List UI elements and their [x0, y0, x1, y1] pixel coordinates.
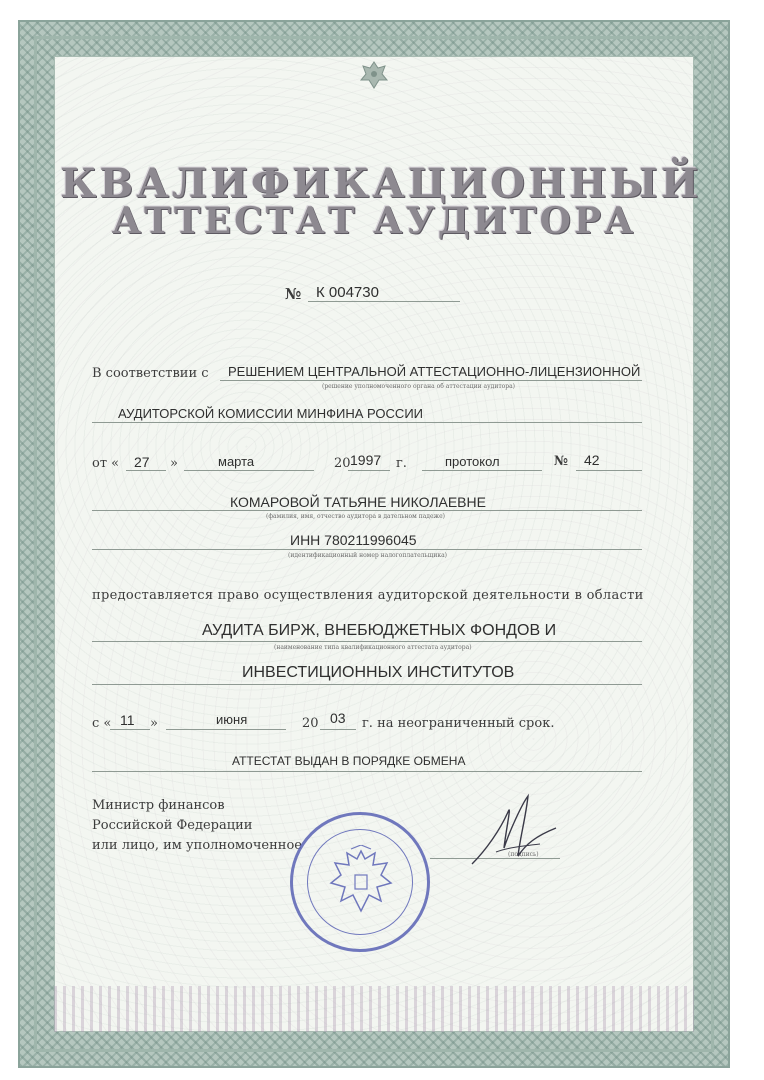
- decision-day: 27: [134, 454, 150, 470]
- protocol-label: протокол: [445, 454, 500, 469]
- signature-image: [466, 790, 562, 872]
- decision-underline-2: [92, 422, 642, 423]
- validity-month-underline: [166, 729, 286, 730]
- year-underline: [348, 470, 390, 471]
- auditor-name: КОМАРОВОЙ ТАТЬЯНЕ НИКОЛАЕВНЕ: [230, 494, 486, 510]
- activity-area-line1: АУДИТА БИРЖ, ВНЕБЮДЖЕТНЫХ ФОНДОВ И: [202, 622, 557, 639]
- name-caption: (фамилия, имя, отчество аудитора в дательном падеже): [266, 513, 445, 520]
- protocol-sign: №: [554, 454, 569, 469]
- certificate-title-line2: АТТЕСТАТ АУДИТОРА: [111, 200, 637, 242]
- name-underline: [92, 510, 642, 511]
- day-underline: [126, 470, 166, 471]
- auditor-inn: ИНН 780211996045: [290, 532, 417, 548]
- validity-from-label: с «: [92, 716, 112, 731]
- signatory-line2: Российской Федерации: [92, 818, 253, 833]
- official-seal: [290, 812, 430, 952]
- coat-of-arms-icon: [357, 58, 391, 90]
- validity-year-prefix: 20: [302, 716, 319, 731]
- validity-day: 11: [120, 712, 135, 728]
- bottom-ornament-band: [54, 986, 694, 1032]
- activity-area-line2: ИНВЕСТИЦИОННЫХ ИНСТИТУТОВ: [242, 664, 515, 681]
- protocol-number-underline: [576, 470, 642, 471]
- issued-underline: [92, 771, 642, 772]
- signature-caption: (подпись): [508, 851, 539, 858]
- validity-day-underline: [110, 729, 150, 730]
- validity-suffix: г. на неограниченный срок.: [362, 716, 555, 731]
- protocol-number: 42: [584, 452, 600, 468]
- decision-prefix: В соответствии с: [92, 366, 209, 381]
- certificate-number: К 004730: [316, 284, 379, 301]
- decision-text-line1: РЕШЕНИЕМ ЦЕНТРАЛЬНОЙ АТТЕСТАЦИОННО-ЛИЦЕНЗИОННОЙ: [228, 364, 641, 379]
- year-prefix: 20: [334, 456, 351, 471]
- decision-year: 1997: [350, 452, 382, 468]
- area-underline-1: [92, 641, 642, 642]
- certificate-title-line1: КВАЛИФИКАЦИОННЫЙ: [60, 160, 702, 207]
- validity-month: июня: [216, 712, 248, 727]
- date-from-label: от «: [92, 456, 120, 471]
- validity-year-underline: [320, 729, 356, 730]
- number-sign: №: [285, 285, 302, 303]
- validity-close-quote: »: [150, 716, 158, 731]
- date-close-quote: »: [170, 456, 178, 471]
- area-caption: (наименование типа квалификационного аттестата аудитора): [274, 644, 472, 651]
- number-underline: [308, 301, 460, 302]
- issued-note: АТТЕСТАТ ВЫДАН В ПОРЯДКЕ ОБМЕНА: [232, 754, 466, 768]
- inn-caption: (идентификационный номер налогоплательщика): [288, 552, 447, 559]
- protocol-underline: [422, 470, 542, 471]
- decision-month: марта: [218, 454, 255, 469]
- signatory-line1: Министр финансов: [92, 798, 225, 813]
- area-underline-2: [92, 684, 642, 685]
- grant-text: предоставляется право осуществления аудиторской деятельности в области: [92, 588, 644, 603]
- decision-underline-1: [220, 380, 642, 381]
- decision-caption: (решение уполномоченного органа об аттестации аудитора): [322, 383, 516, 390]
- decision-text-line2: АУДИТОРСКОЙ КОМИССИИ МИНФИНА РОССИИ: [118, 406, 424, 421]
- signatory-line3: или лицо, им уполномоченное: [92, 838, 302, 853]
- year-suffix: г.: [396, 456, 407, 471]
- seal-eagle-icon: [327, 845, 395, 921]
- validity-year: 03: [330, 710, 346, 726]
- month-underline: [184, 470, 314, 471]
- inn-underline: [92, 549, 642, 550]
